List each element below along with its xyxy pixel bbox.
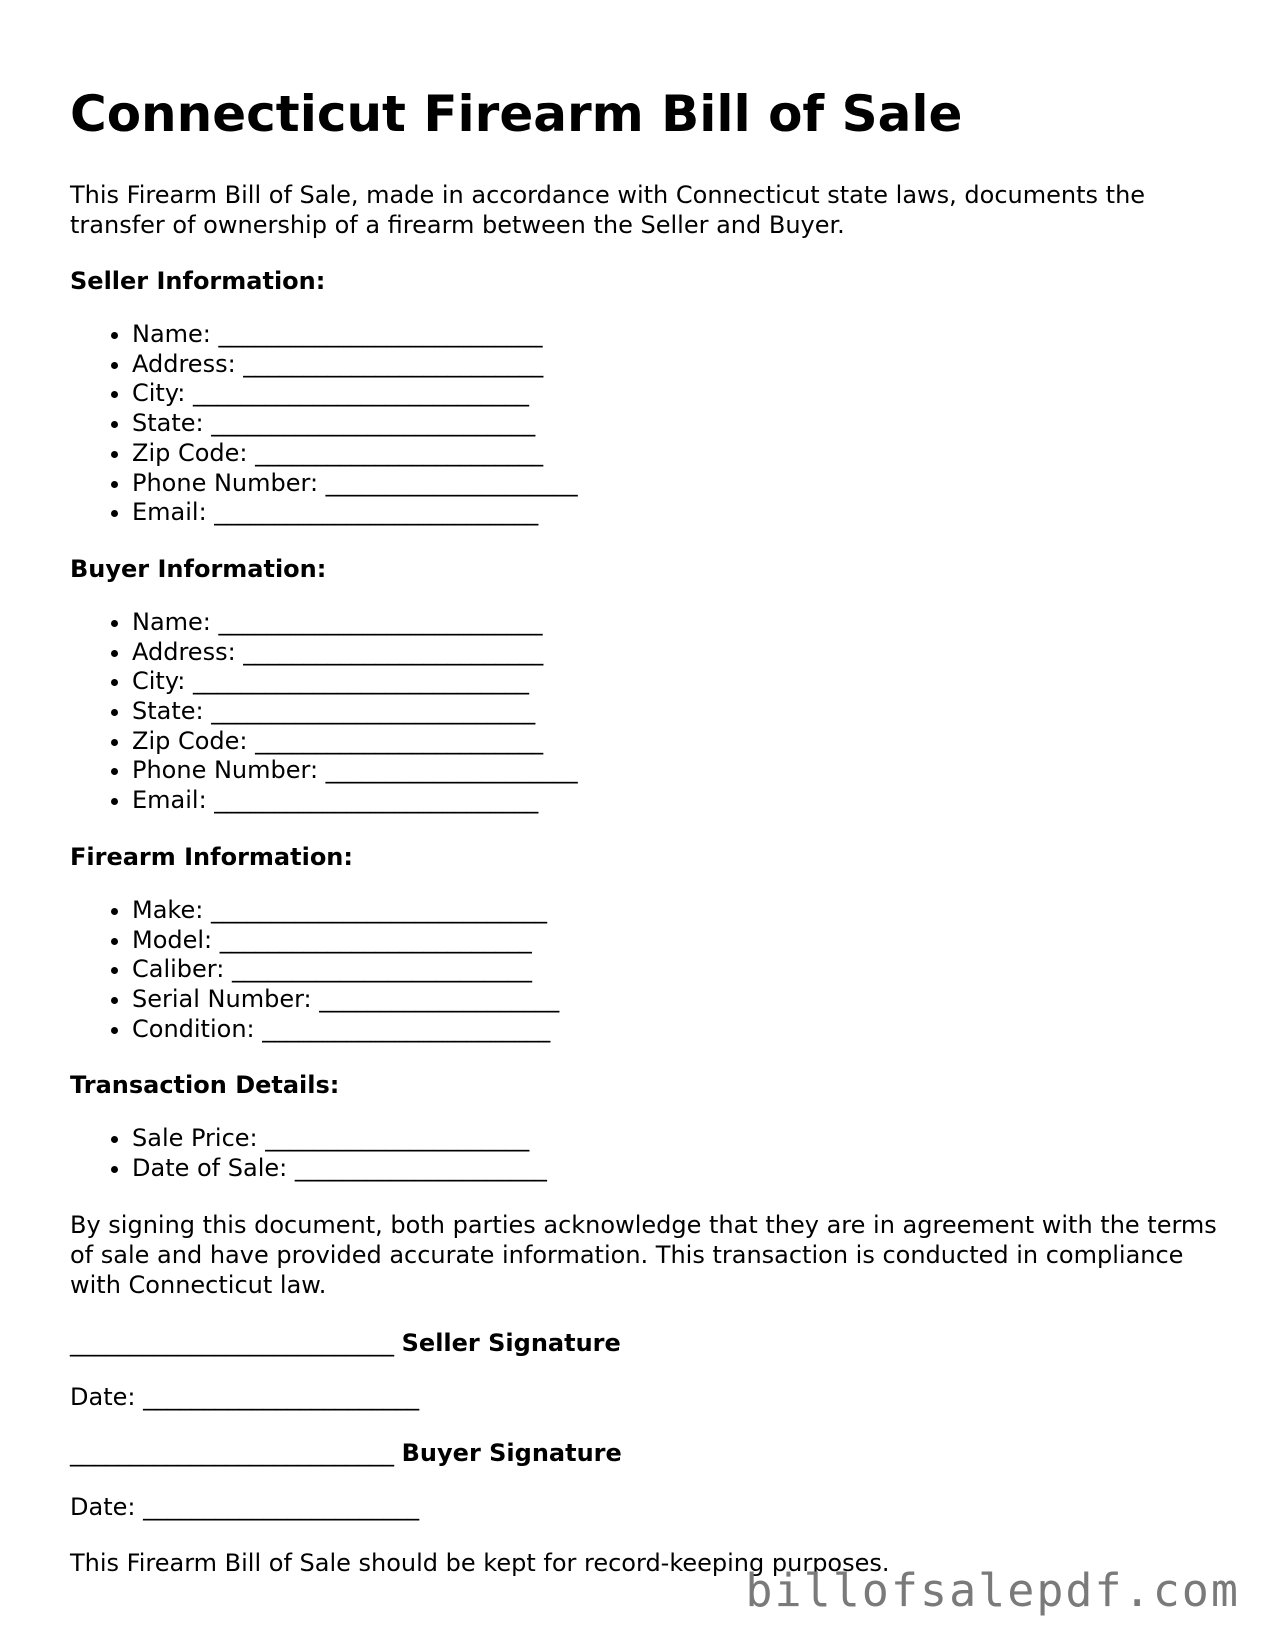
seller-state-field: • State: ___________________________ bbox=[132, 409, 1220, 439]
seller-email-field: • Email: ___________________________ bbox=[132, 498, 1220, 528]
buyer-signature-blank: ___________________________ bbox=[70, 1438, 394, 1467]
seller-signature-label: Seller Signature bbox=[401, 1328, 621, 1357]
seller-city-field: • City: ____________________________ bbox=[132, 379, 1220, 409]
buyer-name-field: • Name: ___________________________ bbox=[132, 608, 1220, 638]
firearm-make-field: • Make: ____________________________ bbox=[132, 896, 1220, 926]
seller-zip-field: • Zip Code: ________________________ bbox=[132, 439, 1220, 469]
firearm-model-field: • Model: __________________________ bbox=[132, 926, 1220, 956]
seller-signature-blank: ___________________________ bbox=[70, 1328, 394, 1357]
buyer-date-line: Date: _______________________ bbox=[70, 1492, 420, 1521]
sale-price-field: • Sale Price: ______________________ bbox=[132, 1124, 1220, 1154]
buyer-heading: Buyer Information: bbox=[70, 554, 327, 583]
buyer-phone-field: • Phone Number: _____________________ bbox=[132, 756, 1220, 786]
firearm-caliber-field: • Caliber: _________________________ bbox=[132, 955, 1220, 985]
intro-paragraph: This Firearm Bill of Sale, made in accordance with Connecticut state laws, documents the transfer of ownership of a firearm between the Seller and Buyer. bbox=[70, 181, 1146, 239]
seller-signature-line bbox=[70, 1328, 1220, 1358]
document-title: Connecticut Firearm Bill of Sale bbox=[70, 85, 963, 143]
buyer-email-field: • Email: ___________________________ bbox=[132, 786, 1220, 816]
seller-fields-list bbox=[70, 320, 1220, 528]
buyer-state-field: • State: ___________________________ bbox=[132, 697, 1220, 727]
closing-paragraph: By signing this document, both parties acknowledge that they are in agreement with the terms of sale and have provided accurate information. This transaction is conducted in compliance with Connecticut law. bbox=[70, 1210, 1217, 1299]
buyer-signature-line bbox=[70, 1438, 1220, 1468]
seller-address-field: • Address: _________________________ bbox=[132, 350, 1220, 380]
buyer-zip-field: • Zip Code: ________________________ bbox=[132, 727, 1220, 757]
buyer-address-field: • Address: _________________________ bbox=[132, 638, 1220, 668]
sale-date-field: • Date of Sale: _____________________ bbox=[132, 1154, 1220, 1184]
transaction-heading: Transaction Details: bbox=[70, 1071, 340, 1100]
firearm-fields-list bbox=[70, 896, 1220, 1045]
document-page bbox=[70, 84, 1220, 1578]
transaction-fields-list bbox=[70, 1124, 1220, 1183]
firearm-heading: Firearm Information: bbox=[70, 842, 353, 871]
buyer-city-field: • City: ____________________________ bbox=[132, 667, 1220, 697]
firearm-serial-field: • Serial Number: ____________________ bbox=[132, 985, 1220, 1015]
firearm-condition-field: • Condition: ________________________ bbox=[132, 1015, 1220, 1045]
buyer-signature-label: Buyer Signature bbox=[401, 1438, 622, 1467]
watermark: billofsalepdf.com bbox=[745, 1564, 1240, 1617]
footer-note: This Firearm Bill of Sale should be kept for record-keeping purposes. bbox=[70, 1548, 890, 1577]
seller-date-line: Date: _______________________ bbox=[70, 1382, 420, 1411]
buyer-fields-list bbox=[70, 608, 1220, 816]
seller-name-field: • Name: ___________________________ bbox=[132, 320, 1220, 350]
seller-heading: Seller Information: bbox=[70, 267, 326, 295]
seller-phone-field: • Phone Number: _____________________ bbox=[132, 469, 1220, 499]
